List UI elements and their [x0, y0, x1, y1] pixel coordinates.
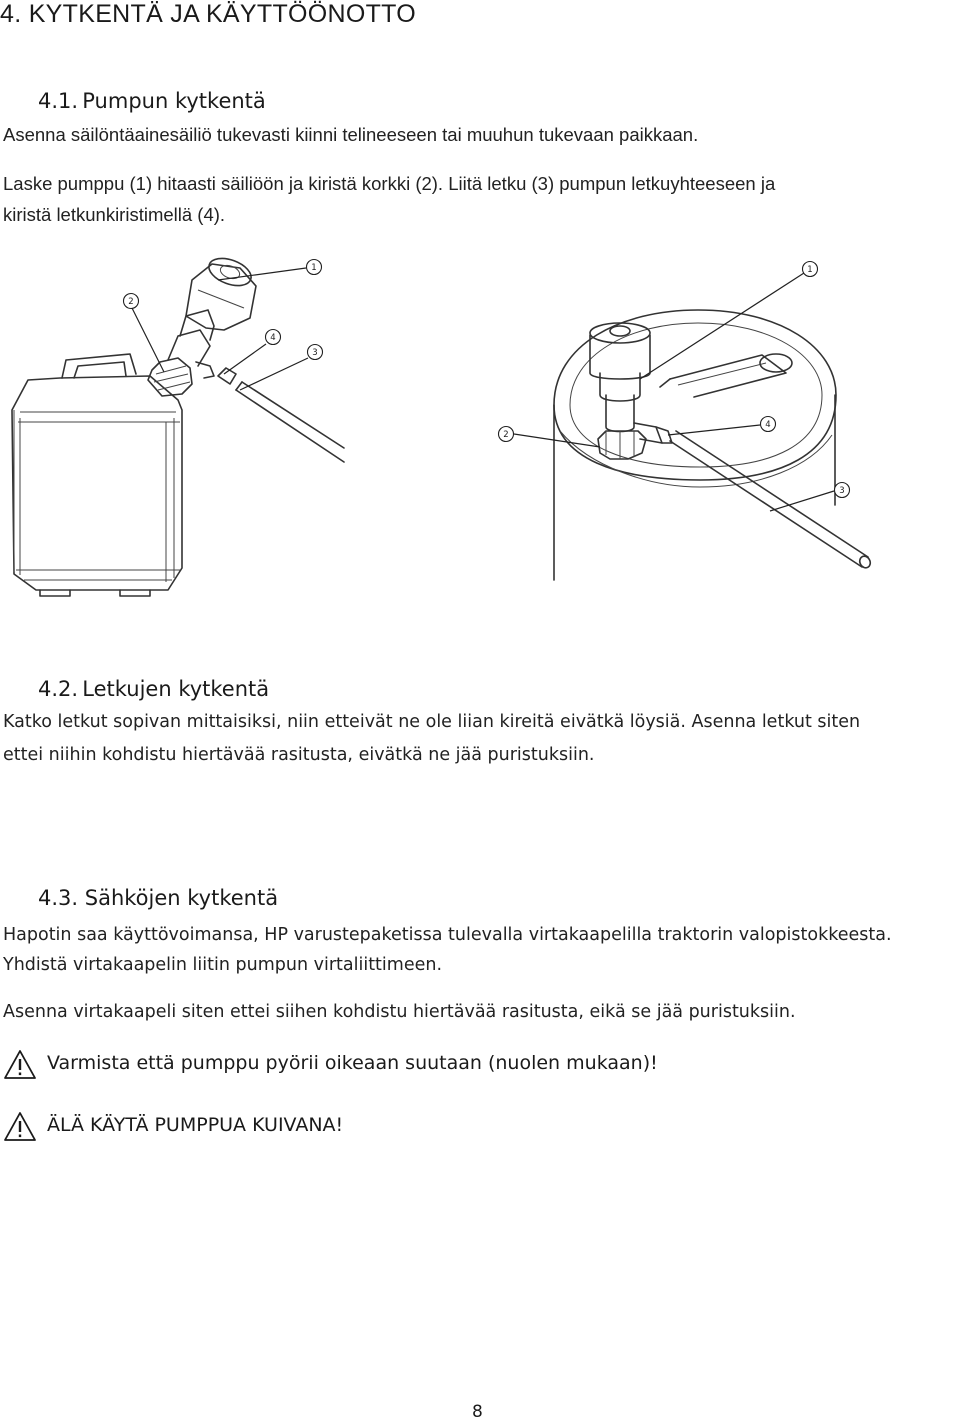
warning-dry-run	[3, 1111, 703, 1147]
paragraph-line: ettei niihin kohdistu hiertävää rasitusta, eivätkä ne jää puristuksiin.	[3, 745, 595, 765]
paragraph-line: Asenna virtakaapeli siten ettei siihen kohdistu hiertävää rasitusta, eikä se jää puristuksiin.	[3, 1002, 796, 1022]
callout-4: 4	[765, 420, 771, 430]
callout-4: 4	[270, 333, 276, 343]
section-title-electric-connection: 4.3. Sähköjen kytkentä	[38, 886, 279, 910]
paragraph-line: Yhdistä virtakaapelin liitin pumpun virtaliittimeen.	[3, 955, 443, 975]
paragraph-line: Laske pumppu (1) hitaasti säiliöön ja kiristä korkki (2). Liitä letku (3) pumpun letkuyhteeseen ja	[3, 173, 776, 194]
callout-1: 1	[311, 263, 317, 273]
callout-2: 2	[128, 297, 134, 307]
paragraph-line: Hapotin saa käyttövoimansa, HP varustepaketissa tulevalla virtakaapelilla traktorin valopistokkeesta.	[3, 925, 892, 945]
callout-3: 3	[839, 486, 845, 496]
section-title-hose-connection: 4.2. Letkujen kytkentä	[38, 677, 270, 701]
warning-triangle-icon	[3, 1049, 37, 1081]
warning-triangle-icon	[3, 1111, 37, 1143]
page-number: 8	[472, 1402, 483, 1422]
callout-2: 2	[503, 430, 509, 440]
chapter-heading: 4. KYTKENTÄ JA KÄYTTÖÖNOTTO	[0, 0, 417, 28]
callout-1: 1	[807, 265, 813, 275]
drum-pump-figure	[490, 255, 880, 585]
canister-pump-figure	[0, 250, 360, 602]
warning-text: Varmista että pumppu pyörii oikeaan suutaan (nuolen mukaan)!	[47, 1052, 658, 1074]
callout-3: 3	[312, 348, 318, 358]
warning-rotation	[3, 1049, 703, 1085]
paragraph-line: kiristä letkunkiristimellä (4).	[3, 204, 226, 225]
paragraph-line: Asenna säilöntäainesäiliö tukevasti kiinni telineeseen tai muuhun tukevaan paikkaan.	[3, 124, 699, 145]
paragraph-line: Katko letkut sopivan mittaisiksi, niin etteivät ne ole liian kireitä eivätkä löysiä. Asenna letkut siten	[3, 712, 861, 732]
section-title-pump-connection: 4.1. Pumpun kytkentä	[38, 89, 266, 113]
warning-text: ÄLÄ KÄYTÄ PUMPPUA KUIVANA!	[47, 1114, 344, 1136]
